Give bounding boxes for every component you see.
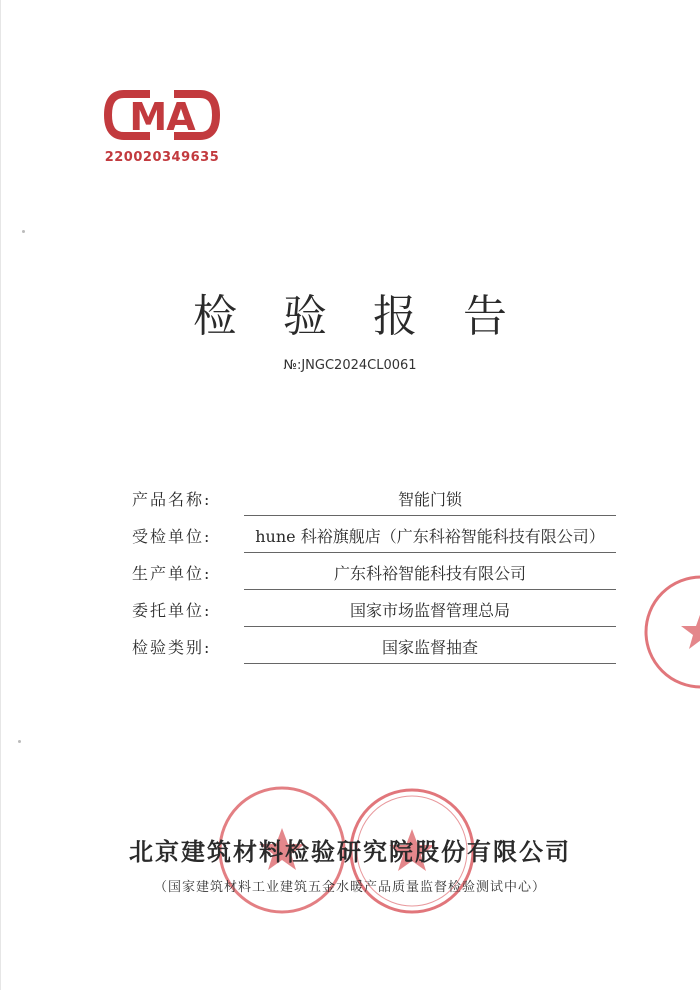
field-label: 产品名称: bbox=[132, 490, 212, 509]
info-table bbox=[132, 485, 616, 670]
field-client bbox=[132, 596, 616, 627]
field-product bbox=[132, 485, 616, 516]
field-label: 检验类别: bbox=[132, 638, 212, 657]
field-inspection-type bbox=[132, 633, 616, 664]
field-manufacturer bbox=[132, 559, 616, 590]
field-label: 委托单位: bbox=[132, 601, 212, 620]
field-value: 国家市场监督管理总局 bbox=[244, 596, 616, 627]
field-value: 广东科裕智能科技有限公司 bbox=[244, 559, 616, 590]
issuer-company: 北京建筑材料检验研究院股份有限公司 bbox=[129, 838, 571, 866]
svg-text:MA: MA bbox=[129, 95, 195, 139]
report-number: №:JNGC2024CL0061 bbox=[283, 358, 417, 373]
scan-speck bbox=[22, 230, 25, 233]
scan-speck bbox=[18, 740, 21, 743]
page-title: 检验报告 bbox=[193, 291, 553, 342]
field-value: hune 科裕旗舰店（广东科裕智能科技有限公司） bbox=[244, 522, 616, 553]
field-label: 生产单位: bbox=[132, 564, 212, 583]
cma-logo bbox=[100, 80, 224, 150]
field-value: 国家监督抽查 bbox=[244, 633, 616, 664]
field-value: 智能门锁 bbox=[244, 485, 616, 516]
issuer-center: （国家建筑材料工业建筑五金水暖产品质量监督检验测试中心） bbox=[153, 880, 546, 895]
field-label: 受检单位: bbox=[132, 527, 212, 546]
official-seal-edge bbox=[641, 572, 700, 692]
field-inspected-unit bbox=[132, 522, 616, 553]
cma-number: 220020349635 bbox=[104, 150, 220, 165]
